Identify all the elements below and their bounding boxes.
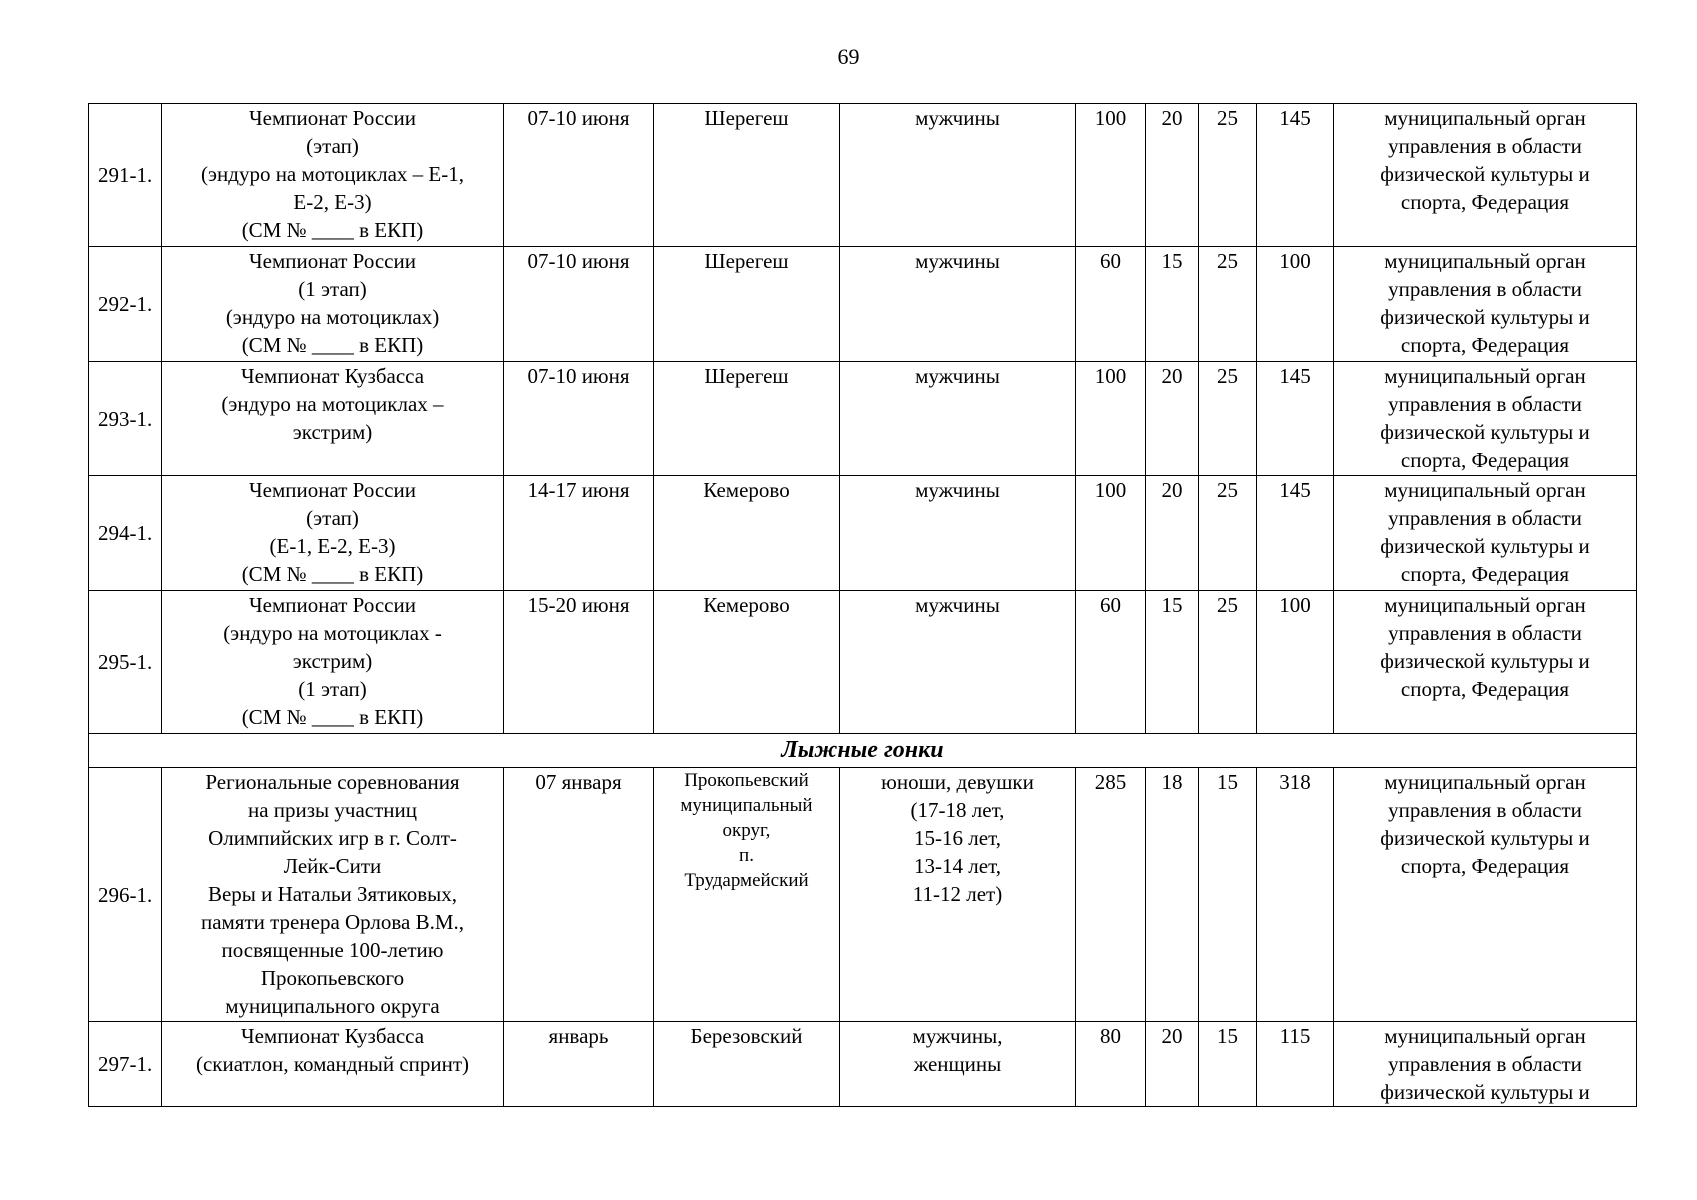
event-date: январь xyxy=(504,1022,654,1107)
count-total: 318 xyxy=(1257,768,1334,1022)
participants: мужчины xyxy=(840,247,1076,362)
event-name: Чемпионат России (этап) (Е-1, Е-2, Е-3) (СМ № ____ в ЕКП) xyxy=(162,476,504,591)
count-2: 18 xyxy=(1146,768,1199,1022)
participants: мужчины xyxy=(840,476,1076,591)
event-location: Шерегеш xyxy=(654,247,840,362)
count-1: 100 xyxy=(1076,362,1146,476)
count-1: 100 xyxy=(1076,476,1146,591)
row-number: 297-1. xyxy=(89,1022,162,1107)
count-2: 15 xyxy=(1146,591,1199,734)
section-title: Лыжные гонки xyxy=(89,734,1637,768)
organizer: муниципальный орган управления в области физической культуры и спорта, Федерация xyxy=(1334,476,1637,591)
participants: мужчины xyxy=(840,362,1076,476)
count-2: 20 xyxy=(1146,362,1199,476)
participants: мужчины, женщины xyxy=(840,1022,1076,1107)
count-3: 25 xyxy=(1199,104,1257,247)
table-row xyxy=(89,1022,1637,1107)
count-3: 25 xyxy=(1199,476,1257,591)
row-number: 295-1. xyxy=(89,591,162,734)
organizer: муниципальный орган управления в области физической культуры и спорта, Федерация xyxy=(1334,768,1637,1022)
row-number: 292-1. xyxy=(89,247,162,362)
section-header-row xyxy=(89,734,1637,768)
events-table xyxy=(88,103,1637,1107)
count-3: 25 xyxy=(1199,591,1257,734)
event-location: Кемерово xyxy=(654,476,840,591)
organizer: муниципальный орган управления в области физической культуры и xyxy=(1334,1022,1637,1107)
event-name: Чемпионат России (эндуро на мотоциклах - экстрим) (1 этап) (СМ № ____ в ЕКП) xyxy=(162,591,504,734)
event-date: 07-10 июня xyxy=(504,247,654,362)
count-1: 80 xyxy=(1076,1022,1146,1107)
count-total: 115 xyxy=(1257,1022,1334,1107)
table-row xyxy=(89,104,1637,247)
organizer: муниципальный орган управления в области физической культуры и спорта, Федерация xyxy=(1334,104,1637,247)
participants: мужчины xyxy=(840,591,1076,734)
participants: мужчины xyxy=(840,104,1076,247)
organizer: муниципальный орган управления в области физической культуры и спорта, Федерация xyxy=(1334,362,1637,476)
row-number: 293-1. xyxy=(89,362,162,476)
event-name: Чемпионат Кузбасса (скиатлон, командный спринт) xyxy=(162,1022,504,1107)
event-date: 15-20 июня xyxy=(504,591,654,734)
organizer: муниципальный орган управления в области физической культуры и спорта, Федерация xyxy=(1334,591,1637,734)
count-3: 25 xyxy=(1199,362,1257,476)
table-row xyxy=(89,362,1637,476)
count-2: 20 xyxy=(1146,104,1199,247)
event-name: Региональные соревнования на призы участниц Олимпийских игр в г. Солт- Лейк-Сити Веры и Натальи Зятиковых, памяти тренера Орлова В.М., посвященные 100-летию Прокопьевского муниципального округа xyxy=(162,768,504,1022)
count-total: 100 xyxy=(1257,591,1334,734)
count-3: 15 xyxy=(1199,768,1257,1022)
count-total: 145 xyxy=(1257,362,1334,476)
table-row xyxy=(89,591,1637,734)
participants: юноши, девушки (17-18 лет, 15-16 лет, 13-14 лет, 11-12 лет) xyxy=(840,768,1076,1022)
table-row xyxy=(89,768,1637,1022)
count-total: 145 xyxy=(1257,476,1334,591)
count-1: 60 xyxy=(1076,247,1146,362)
event-location: Березовский xyxy=(654,1022,840,1107)
count-3: 15 xyxy=(1199,1022,1257,1107)
count-2: 15 xyxy=(1146,247,1199,362)
count-3: 25 xyxy=(1199,247,1257,362)
row-number: 296-1. xyxy=(89,768,162,1022)
event-name: Чемпионат Кузбасса (эндуро на мотоциклах – экстрим) xyxy=(162,362,504,476)
count-1: 60 xyxy=(1076,591,1146,734)
event-date: 07-10 июня xyxy=(504,362,654,476)
event-location: Кемерово xyxy=(654,591,840,734)
event-name: Чемпионат России (этап) (эндуро на мотоциклах – Е-1, Е-2, Е-3) (СМ № ____ в ЕКП) xyxy=(162,104,504,247)
event-date: 14-17 июня xyxy=(504,476,654,591)
table-row xyxy=(89,247,1637,362)
count-1: 100 xyxy=(1076,104,1146,247)
event-location: Прокопьевский муниципальный округ, п. Трудармейский xyxy=(654,768,840,1022)
event-date: 07-10 июня xyxy=(504,104,654,247)
event-name: Чемпионат России (1 этап) (эндуро на мотоциклах) (СМ № ____ в ЕКП) xyxy=(162,247,504,362)
count-1: 285 xyxy=(1076,768,1146,1022)
event-date: 07 января xyxy=(504,768,654,1022)
event-location: Шерегеш xyxy=(654,362,840,476)
organizer: муниципальный орган управления в области физической культуры и спорта, Федерация xyxy=(1334,247,1637,362)
event-location: Шерегеш xyxy=(654,104,840,247)
count-total: 145 xyxy=(1257,104,1334,247)
row-number: 294-1. xyxy=(89,476,162,591)
table-row xyxy=(89,476,1637,591)
row-number: 291-1. xyxy=(89,104,162,247)
count-2: 20 xyxy=(1146,1022,1199,1107)
count-2: 20 xyxy=(1146,476,1199,591)
count-total: 100 xyxy=(1257,247,1334,362)
page-number: 69 xyxy=(837,44,860,69)
